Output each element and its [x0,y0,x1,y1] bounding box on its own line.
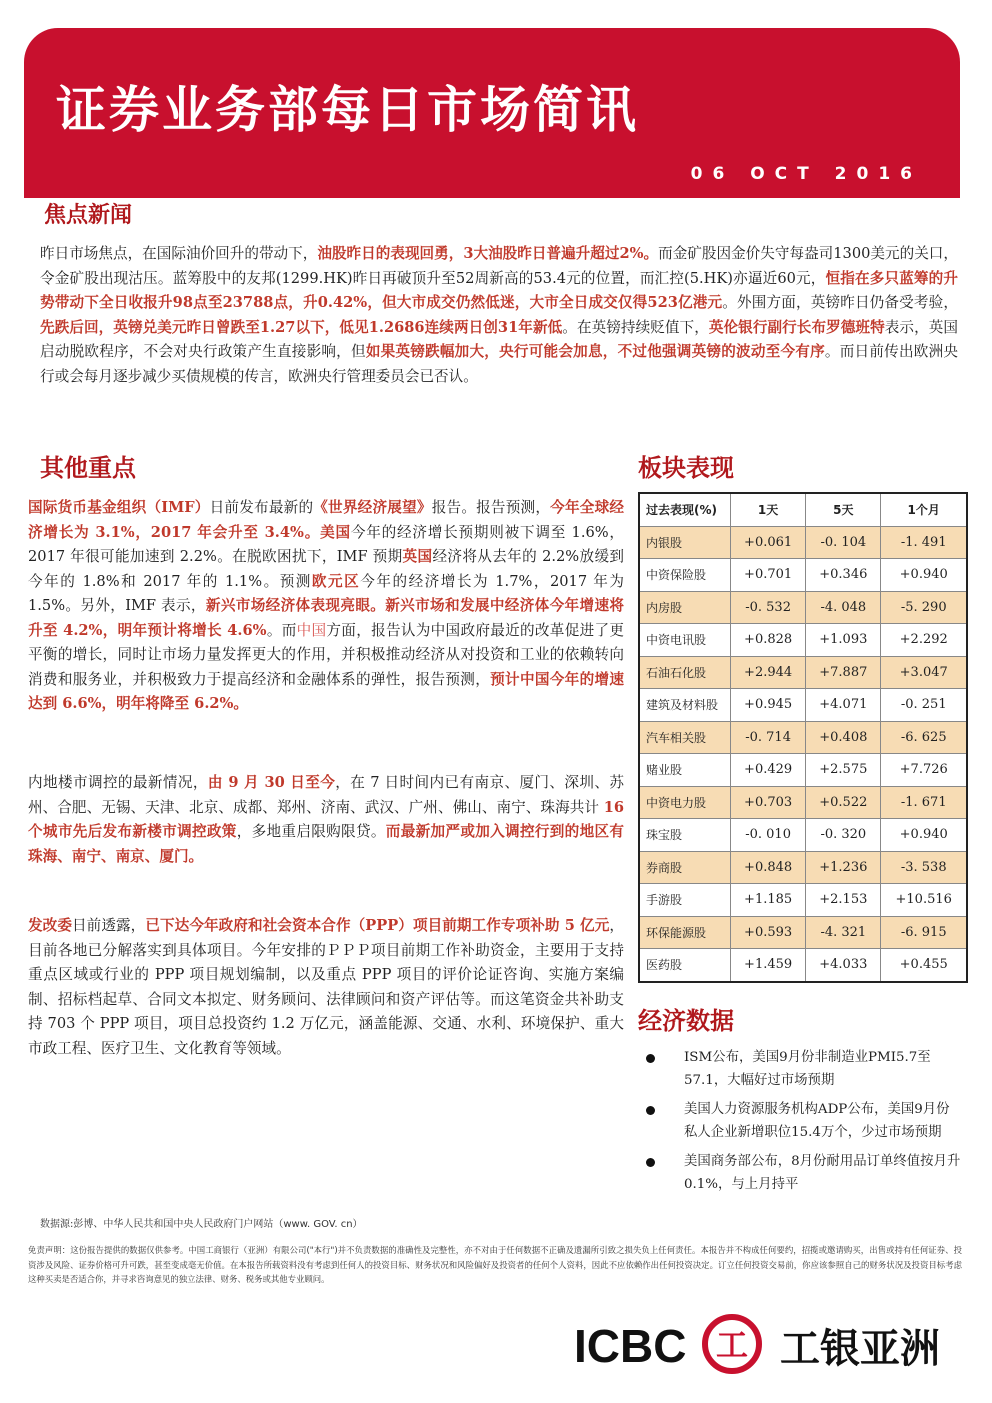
sector-1d-cell: +0.429 [731,754,806,787]
sector-5d-cell: -4. 321 [806,916,881,949]
report-title: 证券业务部每日市场简讯 [56,81,639,139]
bullet-icon [646,1054,655,1063]
body-text: 日前发布最新的 [209,499,314,516]
sector-1d-cell: -0. 532 [731,591,806,624]
sector-1d-cell: +0.593 [731,916,806,949]
sector-name-cell: 内银股 [639,526,731,559]
sector-5d-cell: +2.575 [806,754,881,787]
sector-1d-cell: +0.061 [731,526,806,559]
body-text: ，目前各地已分解落实到具体项目。今年安排的ＰＰＰ项目前期工作补助资金，主要用于支持重点区域或行业的 PPP 项目规划编制，以及重点 PPP 项目的评价论证咨询、实施方案编制、招标档起草、合同文本拟定、财务顾问、法律顾问和资产评估等。而这笔资金共补助支持 703 个 PPP 项目，项目总投资约 1.2 万亿元，涵盖能源、交通、水利、环境保护、重大市政工程、医疗卫生、文化教育等领域。 [28,917,624,1057]
sector-1m-cell: -5. 290 [881,591,967,624]
sector-name-cell: 券商股 [639,851,731,884]
sector-name-cell: 中资电讯股 [639,624,731,657]
highlight-text: 油股昨日的表现回勇，3大油股昨日普遍升超过2%。 [317,245,659,262]
col-header-1d: 1天 [731,493,806,526]
sector-1m-cell: -3. 538 [881,851,967,884]
sector-5d-cell: +1.236 [806,851,881,884]
sector-row [639,754,967,787]
sector-5d-cell: +7.887 [806,656,881,689]
header-banner [24,28,960,198]
sector-5d-cell: -4. 048 [806,591,881,624]
sector-1m-cell: -1. 491 [881,526,967,559]
highlight-text: 英国 [402,548,433,565]
bullet-icon [646,1158,655,1167]
sector-5d-cell: +0.346 [806,559,881,592]
sector-1d-cell: +0.828 [731,624,806,657]
sector-5d-cell: -0. 104 [806,526,881,559]
sector-name-cell: 环保能源股 [639,916,731,949]
focus-news-paragraph [40,242,958,389]
sector-row [639,656,967,689]
bullet-icon [646,1106,655,1115]
sector-name-cell: 医药股 [639,949,731,982]
report-date: 06 OCT 2016 [690,164,922,184]
sector-1m-cell: -1. 671 [881,786,967,819]
sector-name-cell: 赌业股 [639,754,731,787]
sector-row [639,721,967,754]
icbc-logo-mark [570,1312,970,1380]
body-text: 而金矿股因金价失守每盎司1300美元的关口，令金矿股出现沽压。蓝筹股中的友邦(1299.HK)昨日再破顶升至52周新高的53.4元的位置，而汇控(5.HK)亦逼近60元， [40,245,958,287]
body-text: 。而 [266,621,297,639]
sector-name-cell: 中资电力股 [639,786,731,819]
col-header-5d: 5天 [806,493,881,526]
section-sector-heading: 板块表现 [638,454,734,482]
sector-name-cell: 汽车相关股 [639,721,731,754]
sector-1m-cell: +7.726 [881,754,967,787]
highlight-text: 今年全球经济增长为 3.1%，2017 年会升至 3.4%。美国 [28,499,624,541]
sector-name-cell: 中资保险股 [639,559,731,592]
sector-1m-cell: +10.516 [881,884,967,917]
highlight-text: 16 个城市先后发布新楼市调控政策 [28,798,624,840]
sector-5d-cell: +4.071 [806,689,881,722]
data-source-note: 数据源:彭博、中华人民共和国中央人民政府门户网站（www. GOV. cn） [40,1219,363,1230]
body-text: 日前透露， [72,917,146,934]
highlight-text: 欧元区 [311,572,361,590]
sector-row [639,819,967,852]
body-text: 方面，报告认为中国政府最近的改革促进了更平衡的增长，同时让市场力量发挥更大的作用，并积极推动经济从对投资和工业的依赖转向消费和服务业，并积极致力于提高经济和金融体系的弹性，报告预测， [28,621,624,688]
sector-row [639,624,967,657]
highlight-text: 已下达今年政府和社会资本合作（PPP）项目前期工作专项补助 5 亿元 [145,917,610,934]
body-text: 报告。报告预测， [431,499,551,516]
sector-5d-cell: +0.522 [806,786,881,819]
body-text: ，在 7 日时间内已有南京、厦门、深圳、苏州、合肥、无锡、天津、北京、成都、郑州、济南、武汉、广州、佛山、南宁、珠海共计 [28,774,624,816]
disclaimer-text: 免责声明：这份报告提供的数据仅供参考。中国工商银行（亚洲）有限公司("本行")并不负责数据的准确性及完整性，亦不对由于任何数据不正确及遗漏所引致之损失负上任何责任。本报告并不构成任何要约，招揽或邀请购买，出售或持有任何证券、投资涉及风险、证券价格可升可跌，甚至变成毫无价值。在本报告所载资料没有考虑到任何人的投资目标、财务状况和风险偏好及投资者的任何个人资料，因此不应依赖作出任何投资决定。订立任何投资交易前，你应该参照自己的财务状况及投资目标考虑这种买卖是否适合你，并寻求咨询意见的独立法律、财务、税务或其他专业顾问。 [28,1245,962,1284]
sector-1m-cell: +0.455 [881,949,967,982]
sector-1d-cell: +0.701 [731,559,806,592]
sector-1d-cell: +1.185 [731,884,806,917]
sector-row [639,559,967,592]
sector-row [639,916,967,949]
body-text: 表示，英国启动脱欧程序，不会对央行政策产生直接影响，但 [40,318,958,360]
sector-1d-cell: -0. 714 [731,721,806,754]
sector-name-cell: 建筑及材料股 [639,689,731,722]
sector-5d-cell: +0.408 [806,721,881,754]
sector-row [639,689,967,722]
econ-item-text: ISM公布，美国9月份非制造业PMI5.7至57.1，大幅好过市场预期 [684,1050,931,1088]
sector-1m-cell: +2.292 [881,624,967,657]
highlight-text: 先跌后回，英镑兑美元昨日曾跌至1.27以下，低见1.2686连续两日创31年新低 [40,318,563,336]
econ-item-text: 美国人力资源服务机构ADP公布，美国9月份私人企业新增职位15.4万个，少过市场预期 [684,1102,950,1140]
sector-performance-table [638,492,968,983]
sector-1d-cell: +0.945 [731,689,806,722]
sector-1m-cell: +0.940 [881,819,967,852]
icbc-asia-logo [570,1312,970,1380]
sector-5d-cell: +4.033 [806,949,881,982]
sector-name-cell: 石油石化股 [639,656,731,689]
econ-item-text: 美国商务部公布，8月份耐用品订单终值按月升0.1%，与上月持平 [684,1154,961,1192]
highlight-text: 由 9 月 30 日至今 [207,774,336,791]
property-paragraph [28,771,624,869]
sector-name-cell: 内房股 [639,591,731,624]
body-text: 今年的经济增长为 1.7%，2017 年为 1.5%。另外，IMF 表示， [28,572,624,614]
section-focus-heading: 焦点新闻 [44,203,133,228]
sector-1m-cell: +0.940 [881,559,967,592]
section-other-heading: 其他重点 [40,454,136,482]
body-text: 经济将从去年的 2.2%放缓到今年的 1.8%和 2017 年的 1.1%。预测 [28,548,624,590]
highlight-text: 而最新加严或加入调控行到的地区有珠海、南宁、南京、厦门。 [28,823,624,865]
sector-1m-cell: -6. 625 [881,721,967,754]
sector-1d-cell: +0.703 [731,786,806,819]
sector-1d-cell: -0. 010 [731,819,806,852]
body-text: 昨日市场焦点，在国际油价回升的带动下， [40,245,318,262]
logo-text-cn: 工银亚洲 [780,1326,940,1372]
econ-item [644,1099,962,1144]
body-text: ，多地重启限购限贷。 [236,823,386,840]
logo-glyph: 工 [715,1326,749,1364]
sector-1d-cell: +1.459 [731,949,806,982]
econ-item [644,1047,962,1092]
sector-row [639,526,967,559]
highlight-text: 预计中国今年的增速达到 6.6%，明年将降至 6.2%。 [28,670,624,712]
sector-1m-cell: -6. 915 [881,916,967,949]
econ-item [644,1151,962,1196]
sector-row [639,786,967,819]
col-header-period: 过去表现(%) [639,493,731,526]
sector-table-header-row [639,493,967,526]
section-econ-heading: 经济数据 [638,1007,734,1035]
sector-1d-cell: +0.848 [731,851,806,884]
econ-data-list [644,1047,962,1203]
body-text: 。在英镑持续贬值下， [562,318,709,336]
body-text: 今年的经济增长预期则被下调至 1.6%，2017 年很可能加速到 2.2%。在脱欧困扰下，IMF 预期 [28,523,624,565]
sector-row [639,851,967,884]
sector-row [639,949,967,982]
highlight-text: 《世界经济展望》 [313,499,432,516]
highlight-text: 发改委 [28,917,72,934]
sector-1d-cell: +2.944 [731,656,806,689]
highlight-text: 恒指在多只蓝筹的升势带动下全日收报升98点至23788点，升0.42%，但大市成交仍然低迷，大市全日成交仅得523亿港元 [40,269,958,311]
sector-name-cell: 珠宝股 [639,819,731,852]
col-header-1m: 1个月 [881,493,967,526]
highlight-text: 英伦银行副行长布罗德班特 [708,318,885,336]
sector-5d-cell: +2.153 [806,884,881,917]
highlight-text: 国际货币基金组织（IMF） [28,499,210,516]
imf-paragraph [28,496,624,717]
sector-row [639,591,967,624]
sector-1m-cell: +3.047 [881,656,967,689]
body-text: 。而日前传出欧洲央行或会每月逐步减少买债规模的传言，欧洲央行管理委员会已否认。 [40,343,958,385]
highlight-text: 新兴市场经济体表现亮眼。新兴市场和发展中经济体今年增速将升至 4.2%，明年预计将增长 4.6% [28,597,624,639]
highlight-text: 中国 [296,621,327,639]
body-text: 内地楼市调控的最新情况， [28,774,208,791]
sector-5d-cell: -0. 320 [806,819,881,852]
sector-5d-cell: +1.093 [806,624,881,657]
logo-text-en: ICBC [574,1320,687,1372]
body-text: 。外围方面，英镑昨日仍备受考验， [722,294,958,311]
sector-name-cell: 手游股 [639,884,731,917]
sector-row [639,884,967,917]
ppp-paragraph [28,914,624,1061]
sector-1m-cell: -0. 251 [881,689,967,722]
highlight-text: 如果英镑跌幅加大，央行可能会加息，不过他强调英镑的波动至今有序 [365,343,825,360]
